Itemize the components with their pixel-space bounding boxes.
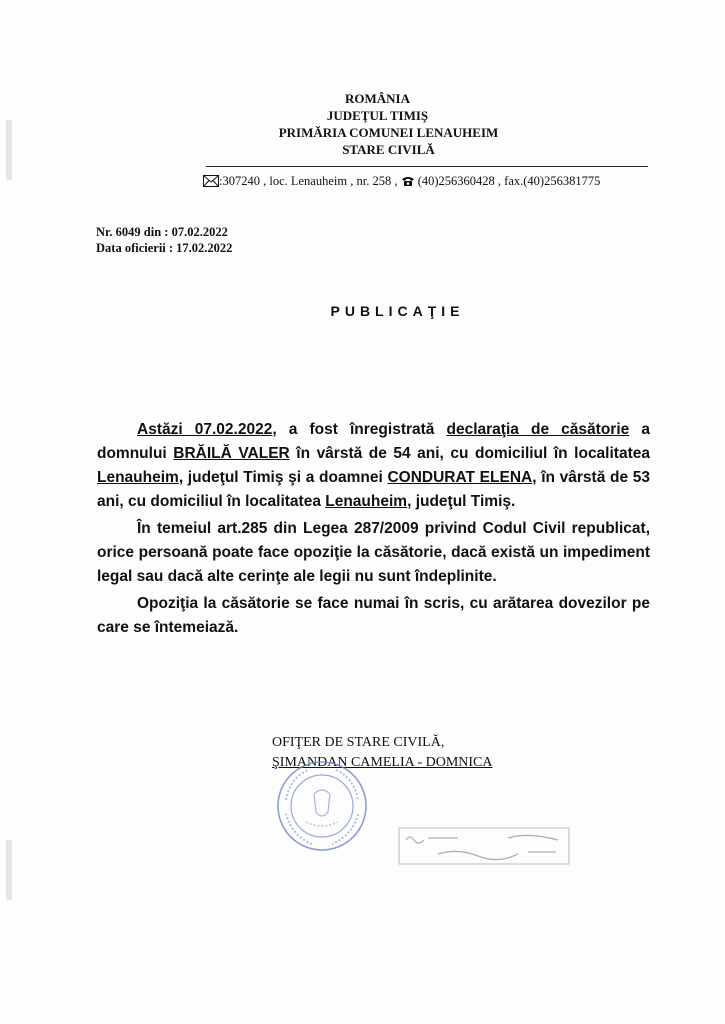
postal-address: :307240 , loc. Lenauheim , nr. 258 , xyxy=(219,174,401,188)
scan-artifact xyxy=(6,840,12,900)
contact-line xyxy=(203,174,600,191)
text-span: a domnului xyxy=(97,421,650,462)
officer-name: ŞIMANDAN CAMELIA - DOMNICA xyxy=(272,755,493,770)
registration-number: Nr. 6049 din : 07.02.2022 xyxy=(96,225,228,239)
phone-fax: (40)256360428 , fax.(40)256381775 xyxy=(414,174,601,188)
header-county: JUDEŢUL TIMIŞ xyxy=(326,108,429,123)
header-country: ROMÂNIA xyxy=(345,91,410,106)
declaration-term: declaraţia de căsătorie xyxy=(446,421,630,438)
bride-locality: Lenauheim xyxy=(325,493,408,510)
paragraph-opposition: Opoziţia la căsătorie se face numai în scris, cu arătarea dovezilor pe care se întemeiază. xyxy=(97,595,650,636)
text-span: , judeţul Timiş şi a doamnei xyxy=(178,469,388,486)
groom-locality: Lenauheim xyxy=(97,469,179,486)
groom-name: BRĂILĂ VALER xyxy=(173,445,290,462)
document-title: PUBLICAŢIE xyxy=(330,303,465,319)
signature-stamp xyxy=(398,826,570,866)
officer-role: OFIŢER DE STARE CIVILĂ, xyxy=(272,735,445,750)
paragraph-legal-basis: În temeiul art.285 din Legea 287/2009 privind Codul Civil republicat, orice persoană poate face opoziţie la căsătorie, dacă există un impediment legal sau dacă alte cerinţe ale legii nu sunt îndeplinite. xyxy=(97,520,650,585)
telephone-icon xyxy=(401,176,415,191)
header-divider xyxy=(206,166,648,167)
header-town-hall: PRIMĂRIA COMUNEI LENAUHEIM xyxy=(278,125,499,140)
header-office: STARE CIVILĂ xyxy=(342,142,435,157)
text-span: , a fost înregistrată xyxy=(272,421,447,438)
document-header xyxy=(0,90,725,158)
text-span: în vârstă de 54 ani, cu domiciliul în localitatea xyxy=(289,445,650,462)
publication-body xyxy=(97,418,650,643)
text-span: , judeţul Timiş. xyxy=(407,493,516,510)
bride-name: CONDURAT ELENA xyxy=(387,469,533,486)
text-span: , în vârstă de 53 ani, cu domiciliul în localitatea xyxy=(97,469,651,510)
official-seal xyxy=(276,760,368,857)
registration-block xyxy=(96,224,232,256)
envelope-icon xyxy=(203,175,219,191)
declaration-date: Astăzi 07.02.2022 xyxy=(137,421,273,438)
paragraph-declaration xyxy=(97,418,650,514)
ceremony-date: Data oficierii : 17.02.2022 xyxy=(96,241,233,255)
